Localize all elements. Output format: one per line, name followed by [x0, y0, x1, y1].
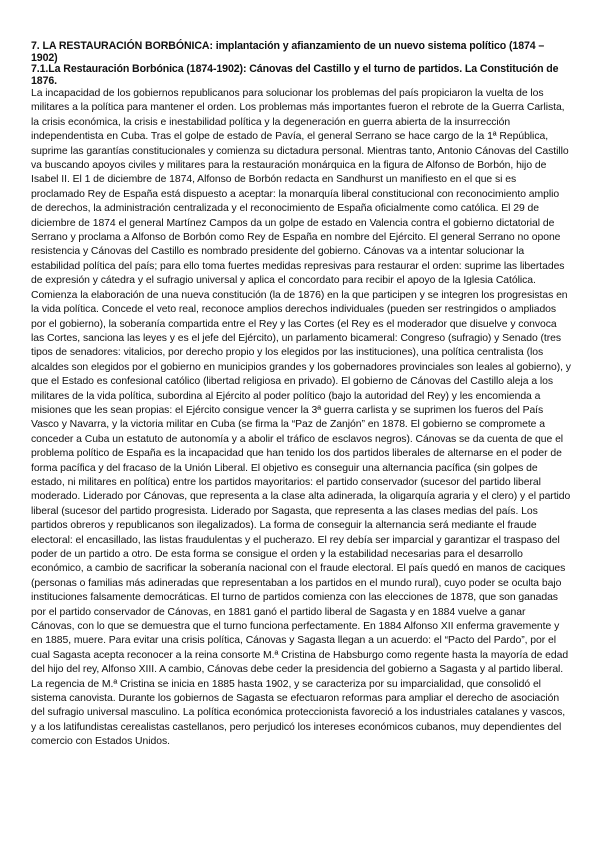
document-page	[31, 41, 571, 750]
body-paragraph: La incapacidad de los gobiernos republicanos para solucionar los problemas del país propiciaron la vuelta de los militares a la política para mantener el orden. Los problemas más importantes fueron el rebrote de la Guerra Carlista, la crisis económica, la crisis e inestabilidad política y la degeneración en guerra abierta de la insurrección independentista en Cuba. Tras el golpe de estado de Pavía, el general Serrano se hace cargo de la 1ª República, suprime las garantías constitucionales y comienza su dictadura personal. Mientras tanto, Antonio Cánovas del Castillo va buscando apoyos civiles y militares para la restauración monárquica en la figura de Alfonso de Borbón, hijo de Isabel II. El 1 de diciembre de 1874, Alfonso de Borbón redacta en Sandhurst un manifiesto en el que si es proclamado Rey de España está dispuesto a aceptar: la monarquía liberal constitucional con reconocimiento amplio de derechos, la administración centralizada y el reconocimiento de España oficialmente como católica. El 29 de diciembre de 1874 el general Martínez Campos da un golpe de estado en Valencia contra el gobierno dictatorial de Serrano y proclama a Alfonso de Borbón como Rey de España en nombre del Ejército. El general Serrano no opone resistencia y Cánovas del Castillo es nombrado presidente del gobierno. Cánovas va a intentar solucionar la estabilidad política del país; para ello toma fuertes medidas represivas para restaurar el orden: suprime las libertades de expresión y cátedra y el sufragio universal y aplica el concordato para recibir el apoyo de la Iglesia Católica. Comienza la elaboración de una nueva constitución (la de 1876) en la que participen y se integren los progresistas en la vida política. Concede el veto real, reconoce amplios derechos individuales (pueden ser restringidos o ampliados por el gobierno), la soberanía compartida entre el Rey y las Cortes (el Rey es el moderador que disuelve y convoca las Cortes, sanciona las leyes y es el jefe del Ejército), un parlamento bicameral: Congreso (sufragio) y Senado (tres tipos de senadores: vitalicios, por derecho propio y los elegidos por las instituciones), una política centralista (los alcaldes son elegidos por el gobierno en municipios grandes y los gobernadores provinciales son leales al gobierno), y que el Estado es confesional católico (libertad religiosa en privado). El gobierno de Cánovas del Castillo aleja a los militares de la vida política, subordina al Ejército al poder político (bajo la autoridad del Rey) y les encomienda a misiones que les sean propias: el Ejército consigue vencer la 3ª guerra carlista y se suprimen los fueros del País Vasco y Navarra, y la victoria militar en Cuba (se firma la “Paz de Zanjón” en 1878. El gobierno se compromete a conceder a Cuba un estatuto de autonomía y a abolir el tráfico de esclavos negros). Cánovas se da cuenta de que el problema político de España es la incapacidad que han tenido los dos partidos liberales de alternarse en el poder de forma pacífica y del fracaso de la Unión Liberal. El objetivo es conseguir una alternancia pacífica (sin golpes de estado, ni militares en política) entre los partidos mayoritarios: el partido conservador (sucesor del partido liberal moderado. Liderado por Cánovas, que representa a la clase alta adinerada, la oligarquía agraria y el clero) y el partido liberal (sucesor del partido progresista. Liderado por Sagasta, que representa a las clases medias del país. Los partidos obreros y republicanos son ilegalizados). La forma de conseguir la alternancia será mediante el fraude electoral: el encasillado, las listas fraudulentas y el pucherazo. El rey debía ser imparcial y garantizar el traspaso del poder de un partido a otro. De esta forma se consigue el orden y la estabilidad necesarias para el desarrollo económico, a cambio de sacrificar la soberanía nacional con el fraude electoral. El país quedó en manos de caciques (personas o familias más adineradas que representaban a los partidos en el mundo rural), cuyo poder se oculta bajo instituciones falsamente democráticas. El turno de partidos comienza con las elecciones de 1878, que son ganadas por el partido conservador de Cánovas, en 1881 ganó el partido liberal de Sagasta y en 1884 vuelve a ganar Cánovas, con lo que se demuestra que el turno funciona perfectamente. En 1884 Alfonso XII enferma gravemente y en 1885, muere. Para evitar una crisis política, Cánovas y Sagasta llegan a un acuerdo: el “Pacto del Pardo”, por el cual Sagasta acepta reconocer a la reina consorte M.ª Cristina de Habsburgo como regente hasta la mayoría de edad del hijo del rey, Alfonso XIII. A cambio, Cánovas debe ceder la presidencia del gobierno a Sagasta y al partido liberal. La regencia de M.ª Cristina se inicia en 1885 hasta 1902, y se caracteriza por su imparcialidad, que consolidó el sistema canovista. Durante los gobiernos de Sagasta se efectuaron reformas para ampliar el derecho de asociación del sufragio universal masculino. La política económica proteccionista favoreció a los industriales catalanes y vascos, y a los latifundistas cerealistas castellanos, pero perjudicó los intereses económicos cubanos, muy dependientes del comercio con Estados Unidos.	[31, 88, 571, 748]
section-heading: 7. LA RESTAURACIÓN BORBÓNICA: implantación y afianzamiento de un nuevo sistema político (1874 – 1902)	[31, 40, 545, 64]
section-subheading: 7.1.La Restauración Borbónica (1874-1902): Cánovas del Castillo y el turno de partidos. La Constitución de 1876.	[31, 63, 559, 87]
